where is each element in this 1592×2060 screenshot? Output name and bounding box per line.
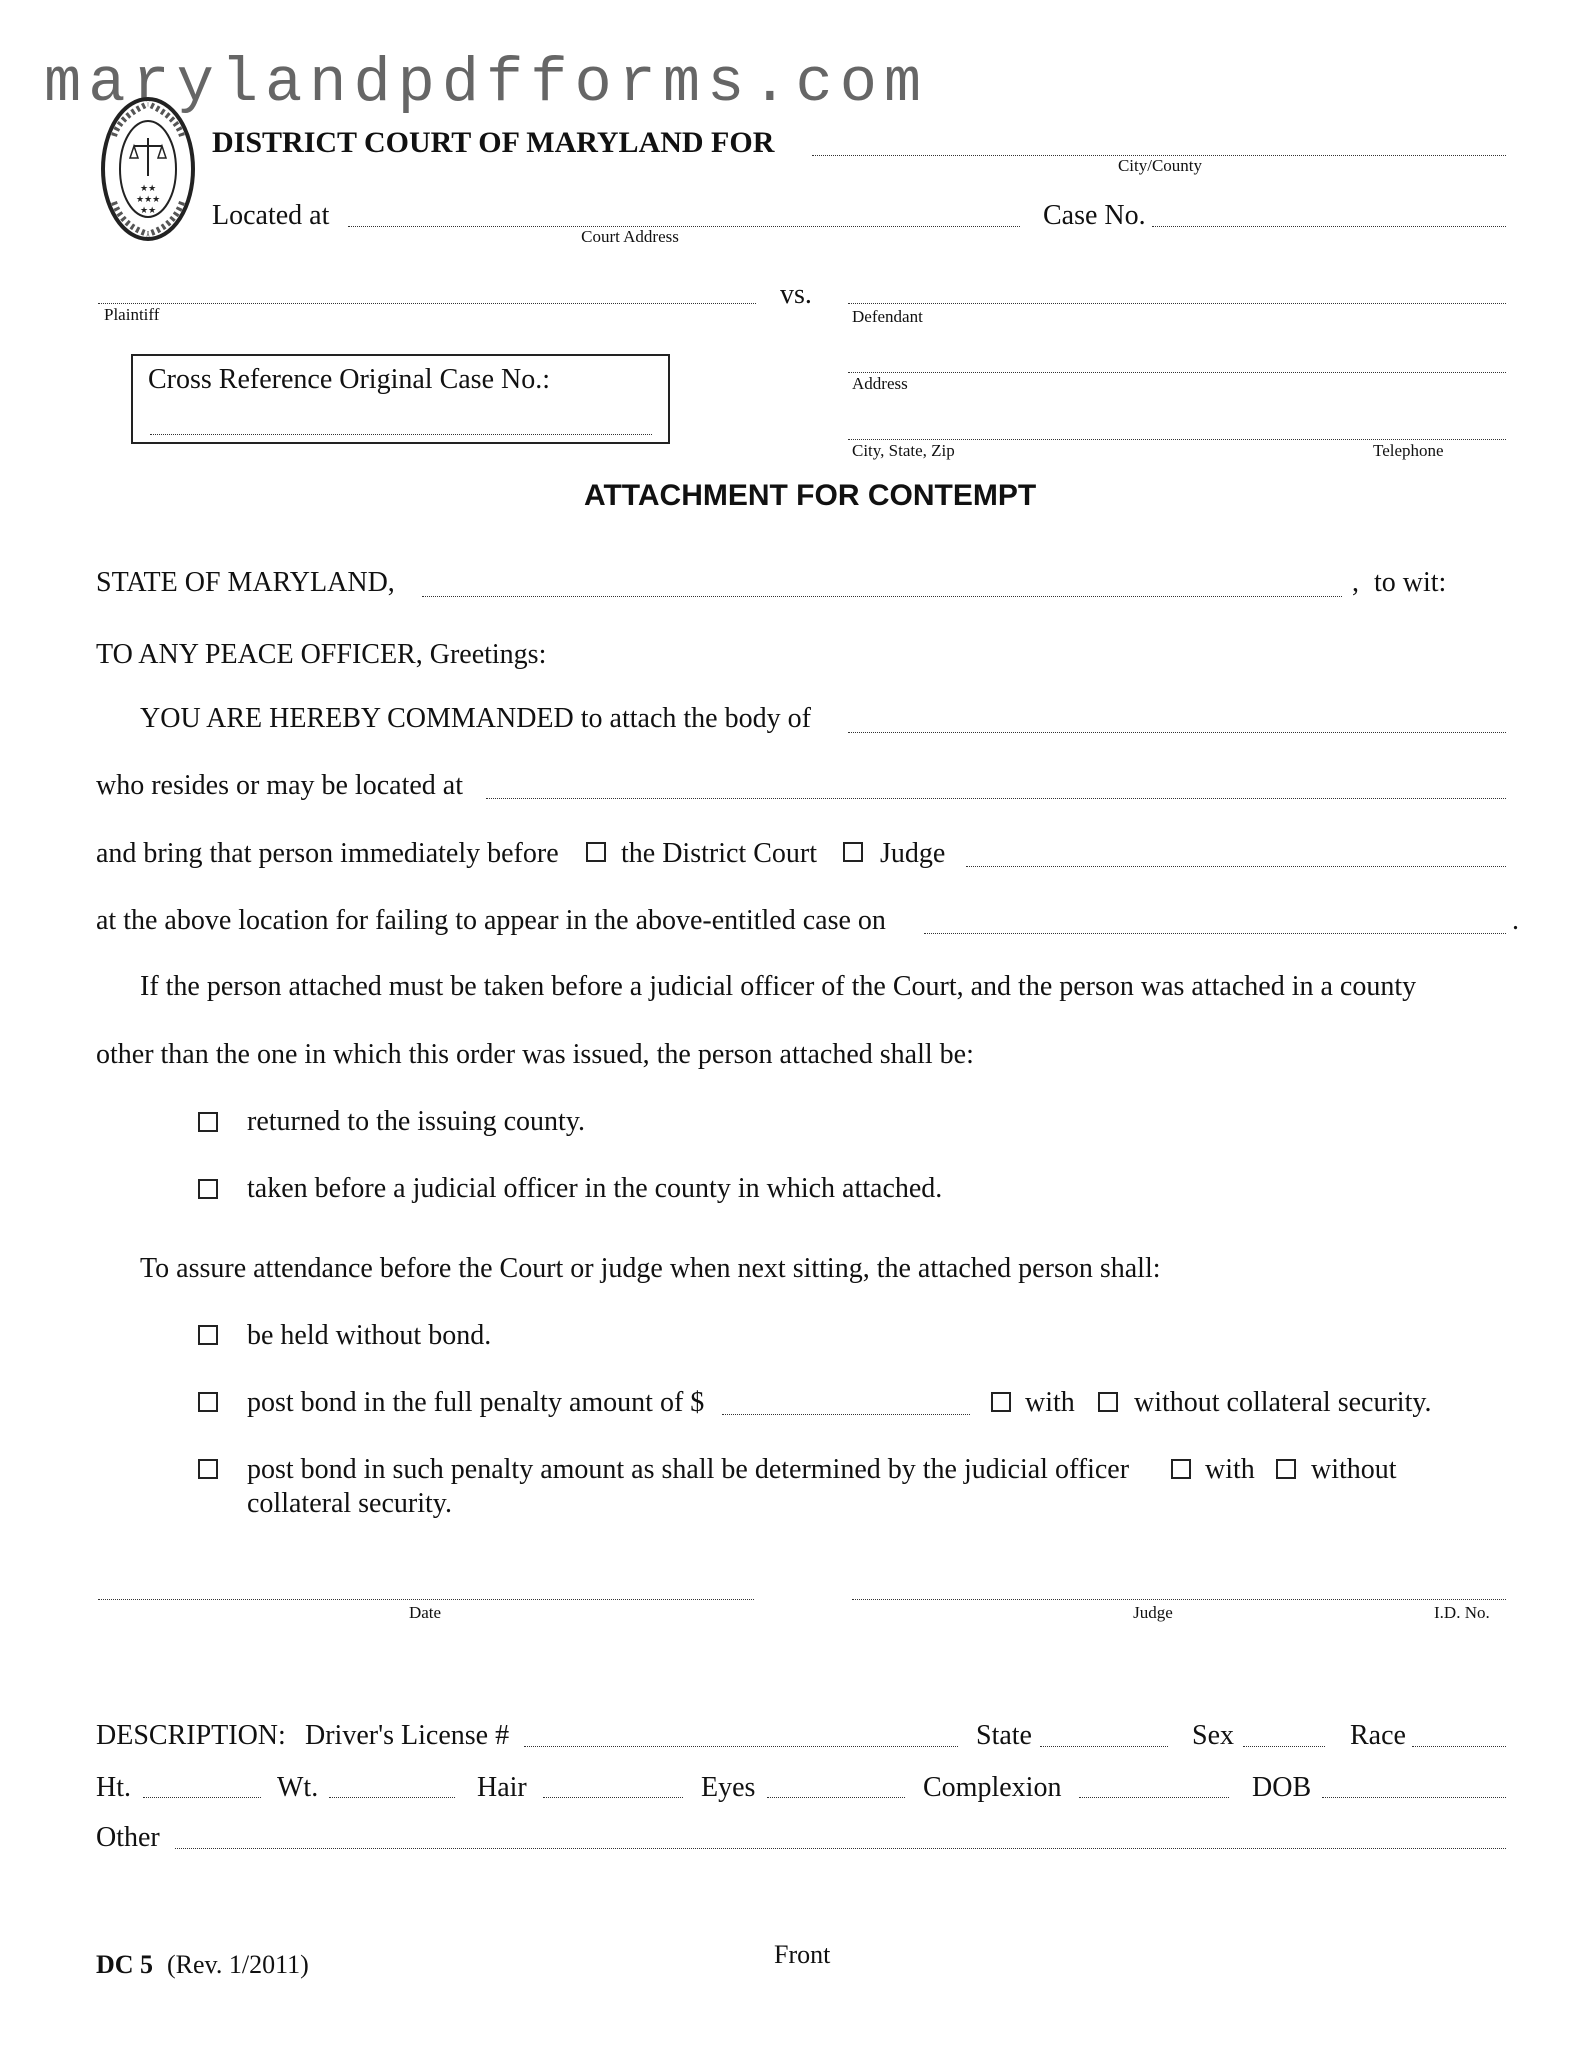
appearance-date-field[interactable] — [924, 933, 1506, 934]
period: . — [1512, 905, 1519, 936]
defendant-field[interactable] — [848, 303, 1506, 304]
county-field[interactable] — [422, 596, 1342, 597]
defendant-label: Defendant — [852, 307, 923, 326]
state-of-maryland-label: STATE OF MARYLAND, — [96, 567, 395, 598]
judge-checkbox[interactable] — [843, 842, 863, 862]
district-court-label: the District Court — [621, 838, 817, 869]
held-without-bond-label: be held without bond. — [247, 1320, 492, 1351]
resides-location-field[interactable] — [486, 798, 1506, 799]
watermark: marylandpdfforms.com — [44, 48, 929, 119]
post-such-bond-label: post bond in such penalty amount as shall be determined by the judicial officer — [247, 1454, 1130, 1485]
to-wit-label: to wit: — [1374, 567, 1447, 598]
court-address-label: Court Address — [581, 227, 679, 246]
hair-label: Hair — [477, 1772, 527, 1803]
cross-reference-case-field[interactable] — [150, 434, 652, 435]
judge-signature-label: Judge — [1133, 1603, 1173, 1622]
other-field[interactable] — [175, 1848, 1506, 1849]
such-bond-with-label: with — [1205, 1454, 1255, 1485]
address-field[interactable] — [848, 372, 1506, 373]
comma: , — [1352, 567, 1359, 598]
if-text-line2: other than the one in which this order was issued, the person attached shall be: — [96, 1039, 974, 1070]
form-revision: (Rev. 1/2011) — [167, 1950, 309, 1979]
judge-name-field[interactable] — [966, 866, 1506, 867]
taken-label: taken before a judicial officer in the county in which attached. — [247, 1173, 943, 1204]
svg-text:★★★: ★★★ — [136, 194, 161, 204]
court-title: DISTRICT COURT OF MARYLAND FOR — [212, 126, 775, 159]
weight-field[interactable] — [329, 1797, 455, 1798]
city-state-zip-field[interactable] — [848, 439, 1506, 440]
judge-signature-field[interactable] — [852, 1599, 1506, 1600]
complexion-label: Complexion — [923, 1772, 1062, 1803]
district-court-checkbox[interactable] — [586, 842, 606, 862]
such-bond-without-label: without — [1311, 1454, 1397, 1485]
bond-amount-field[interactable] — [722, 1414, 970, 1415]
vs-label: vs. — [780, 279, 812, 310]
form-id: DC 5 — [96, 1950, 154, 1979]
case-no-field[interactable] — [1152, 226, 1506, 227]
city-county-label: City/County — [1117, 156, 1203, 175]
description-heading: DESCRIPTION: — [96, 1720, 286, 1751]
bring-text: and bring that person immediately before — [96, 838, 559, 869]
plaintiff-field[interactable] — [98, 303, 756, 304]
hair-field[interactable] — [543, 1797, 683, 1798]
full-bond-with-label: with — [1025, 1387, 1075, 1418]
height-label: Ht. — [96, 1772, 131, 1803]
sex-label: Sex — [1192, 1720, 1234, 1751]
returned-label: returned to the issuing county. — [247, 1106, 586, 1137]
located-at-label: Located at — [212, 200, 330, 231]
date-label: Date — [408, 1603, 442, 1622]
full-bond-without-label: without collateral security. — [1134, 1387, 1432, 1418]
state-label: State — [976, 1720, 1032, 1751]
taken-checkbox[interactable] — [198, 1179, 218, 1199]
date-field[interactable] — [98, 1599, 754, 1600]
post-such-bond-checkbox[interactable] — [198, 1459, 218, 1479]
attach-body-field[interactable] — [848, 732, 1506, 733]
if-text-line1: If the person attached must be taken before a judicial officer of the Court, and the person was attached in a county — [140, 971, 1417, 1002]
id-no-label: I.D. No. — [1434, 1603, 1490, 1622]
judge-option-label: Judge — [880, 838, 946, 869]
case-no-label: Case No. — [1043, 200, 1146, 231]
drivers-license-field[interactable] — [524, 1746, 958, 1747]
post-full-bond-label: post bond in the full penalty amount of $ — [247, 1387, 705, 1418]
page-side-label: Front — [774, 1940, 831, 1969]
returned-checkbox[interactable] — [198, 1112, 218, 1132]
failing-text: at the above location for failing to appear in the above-entitled case on — [96, 905, 886, 936]
plaintiff-label: Plaintiff — [104, 305, 160, 324]
resides-text: who resides or may be located at — [96, 770, 463, 801]
race-label: Race — [1350, 1720, 1406, 1751]
such-bond-without-checkbox[interactable] — [1276, 1459, 1296, 1479]
form-title: ATTACHMENT FOR CONTEMPT — [584, 479, 1037, 512]
complexion-field[interactable] — [1079, 1797, 1229, 1798]
such-bond-with-checkbox[interactable] — [1171, 1459, 1191, 1479]
eyes-field[interactable] — [767, 1797, 905, 1798]
greeting: TO ANY PEACE OFFICER, Greetings: — [96, 639, 547, 670]
dob-label: DOB — [1252, 1772, 1312, 1803]
weight-label: Wt. — [277, 1772, 319, 1803]
sex-field[interactable] — [1243, 1746, 1325, 1747]
city-state-zip-label: City, State, Zip — [852, 441, 955, 460]
commanded-text: YOU ARE HEREBY COMMANDED to attach the body of — [140, 703, 811, 734]
collateral-security-label: collateral security. — [247, 1488, 452, 1519]
full-bond-with-checkbox[interactable] — [991, 1392, 1011, 1412]
address-label: Address — [852, 374, 908, 393]
held-without-bond-checkbox[interactable] — [198, 1325, 218, 1345]
eyes-label: Eyes — [701, 1772, 756, 1803]
full-bond-without-checkbox[interactable] — [1098, 1392, 1118, 1412]
assure-text: To assure attendance before the Court or judge when next sitting, the attached person shall: — [140, 1253, 1161, 1284]
svg-text:★★: ★★ — [140, 205, 157, 215]
cross-reference-label: Cross Reference Original Case No.: — [148, 364, 550, 395]
drivers-license-label: Driver's License # — [305, 1720, 510, 1751]
svg-text:★★: ★★ — [140, 183, 157, 193]
other-label: Other — [96, 1822, 160, 1853]
race-field[interactable] — [1412, 1746, 1506, 1747]
dob-field[interactable] — [1322, 1797, 1506, 1798]
telephone-label: Telephone — [1373, 441, 1444, 460]
court-seal-icon — [100, 96, 196, 242]
post-full-bond-checkbox[interactable] — [198, 1392, 218, 1412]
height-field[interactable] — [143, 1797, 261, 1798]
court-seal — [100, 96, 196, 247]
state-field[interactable] — [1040, 1746, 1168, 1747]
